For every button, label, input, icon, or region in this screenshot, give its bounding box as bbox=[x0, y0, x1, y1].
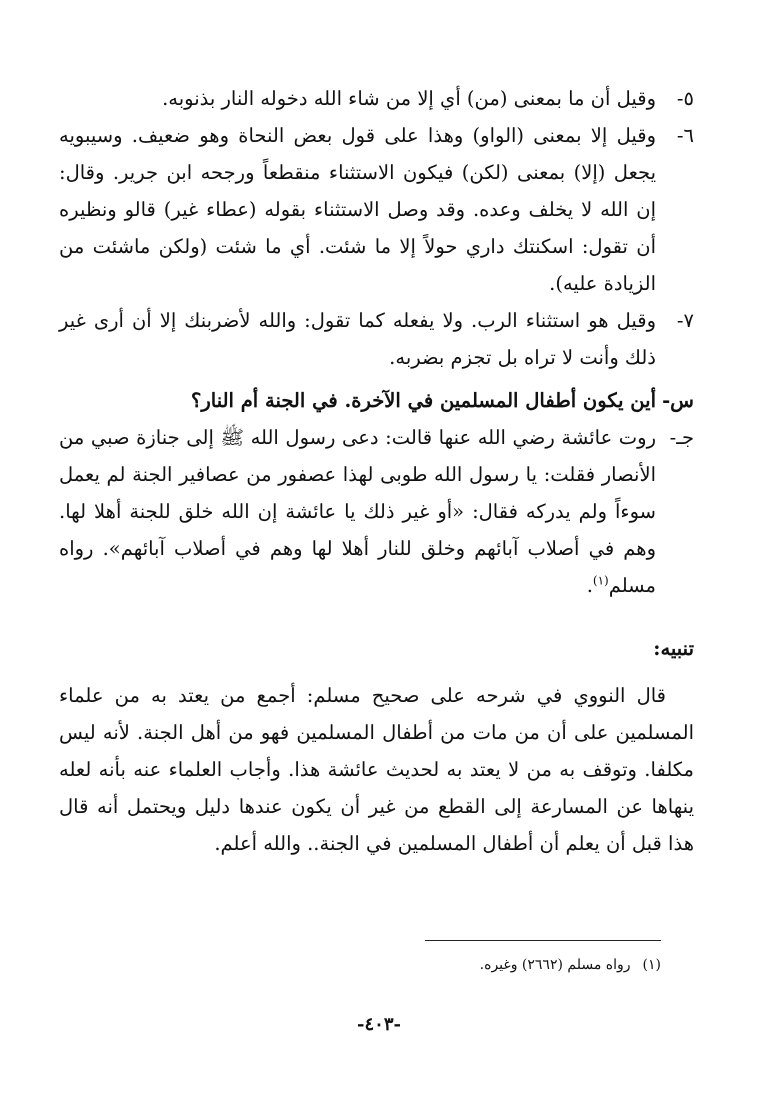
question-text: أين يكون أطفال المسلمين في الآخرة. في الجنة أم النار؟ bbox=[190, 389, 656, 412]
footnote-reference[interactable]: (١) bbox=[592, 573, 609, 588]
footnote bbox=[480, 954, 661, 976]
note-heading: تنبيه: bbox=[653, 637, 694, 660]
item-text: وقيل هو استثناء الرب. ولا يفعله كما تقول: والله لأضربنك إلا أن أرى غير ذلك وأنت لا تراه بل تجزم بضربه. bbox=[59, 309, 656, 369]
answer-body bbox=[59, 419, 656, 604]
item-number: ٦- bbox=[676, 124, 694, 147]
answer bbox=[59, 419, 694, 604]
list-item-6 bbox=[59, 117, 694, 302]
question bbox=[59, 382, 694, 419]
answer-end: . bbox=[586, 574, 593, 597]
page-number: -٤٠٣- bbox=[357, 1014, 401, 1035]
list-item-7 bbox=[59, 302, 694, 376]
item-text: وقيل أن ما بمعنى (من) أي إلا من شاء الله دخوله النار بذنوبه. bbox=[162, 87, 656, 110]
page-body bbox=[59, 80, 694, 862]
footnote-number: (١) bbox=[642, 957, 661, 973]
item-number: ٥- bbox=[676, 87, 694, 110]
footnote-divider bbox=[425, 940, 661, 941]
item-text: وقيل إلا بمعنى (الواو) وهذا على قول بعض النحاة وهو ضعيف. وسيبويه يجعل (إلا) بمعنى (لكن) فيكون الاستثناء منقطعاً ورجحه ابن جرير. وقال: إن الله لا يخلف وعده. وقد وصل الاستثناء بقوله (عطاء غير) قالو ونظيره أن تقول: اسكنتك داري حولاً إلا ما شئت. أي ما شئت (ولكن ماشئت من الزيادة عليه). bbox=[59, 124, 656, 295]
list-item-5 bbox=[59, 80, 694, 117]
question-marker: س- bbox=[662, 389, 694, 412]
answer-marker: جـ- bbox=[669, 426, 694, 449]
footnote-text: رواه مسلم (٢٦٦٢) وغيره. bbox=[479, 957, 631, 973]
item-number: ٧- bbox=[676, 309, 694, 332]
answer-text: روت عائشة رضي الله عنها قالت: دعى رسول الله ﷺ إلى جنازة صبي من الأنصار فقلت: يا رسول الله طوبى لهذا عصفور من عصافير الجنة لم يعمل سوءاً ولم يدركه فقال: «أو غير ذلك يا عائشة إن الله خلق للجنة أهلا لها. وهم في أصلاب آبائهم وخلق للنار أهلا لها وهم في أصلاب آبائهم». رواه مسلم bbox=[59, 426, 656, 597]
note-paragraph: قال النووي في شرحه على صحيح مسلم: أجمع من يعتد به من علماء المسلمين على أن من مات من أطفال المسلمين فهو من أهل الجنة. لأنه ليس مكلفا. وتوقف به من لا يعتد به لحديث عائشة هذا. وأجاب العلماء عنه بأنه لعله ينهاها عن المسارعة إلى القطع من غير أن يكون عندها دليل ويحتمل أنه قال هذا قبل أن يعلم أن أطفال المسلمين في الجنة.. والله أعلم. bbox=[59, 684, 694, 855]
